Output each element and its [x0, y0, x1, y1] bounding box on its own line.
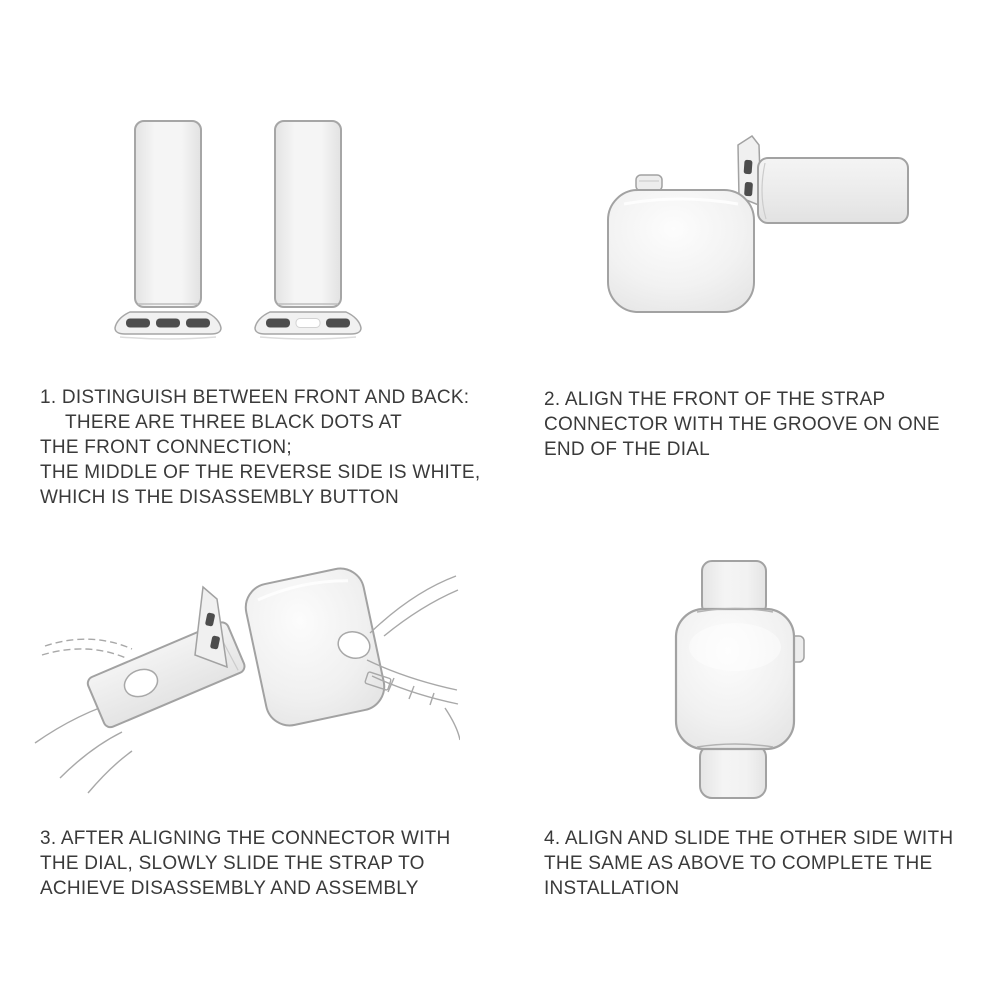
step-2-text — [544, 387, 940, 462]
assembled-watch-svg — [640, 545, 860, 815]
front-strap-dot-3 — [186, 319, 210, 328]
step-3-line-2: THE DIAL, SLOWLY SLIDE THE STRAP TO — [40, 853, 425, 874]
step-2-line-2: CONNECTOR WITH THE GROOVE ON ONE — [544, 414, 940, 435]
right-hand-cuff-line — [445, 708, 460, 740]
strap-connector-aligned-with-dial-groove-illustration — [590, 130, 930, 350]
assembled-watch-illustration — [640, 545, 860, 815]
watch-face-highlight — [689, 623, 781, 671]
front-strap-dot-1 — [126, 319, 150, 328]
reverse-strap-shadow — [260, 337, 356, 339]
step-3-text — [40, 826, 451, 901]
reverse-strap — [255, 121, 361, 339]
hands-sliding-svg — [20, 550, 460, 810]
dial-body — [608, 190, 754, 312]
right-hand-knuckle-3 — [430, 693, 434, 705]
front-strap-body — [135, 121, 201, 307]
hands-sliding-strap-into-dial-illustration — [20, 550, 460, 810]
step-4-line-3: INSTALLATION — [544, 878, 680, 899]
step-1-line-1: 1. DISTINGUISH BETWEEN FRONT AND BACK: — [40, 387, 470, 408]
left-hand-sketch-line-1 — [45, 639, 132, 649]
step-4-line-2: THE SAME AS ABOVE TO COMPLETE THE — [544, 853, 933, 874]
step-4-line-1: 4. ALIGN AND SLIDE THE OTHER SIDE WITH — [544, 828, 954, 849]
watch-top-strap — [702, 561, 766, 615]
step-4-text — [544, 826, 953, 901]
left-hand-sketch-line-2 — [42, 649, 126, 658]
left-hand-finger-line-2 — [60, 732, 122, 778]
front-strap — [115, 121, 221, 339]
step-1-line-3: THE FRONT CONNECTION; — [40, 437, 292, 458]
blade-slot-1 — [744, 160, 753, 175]
front-strap-dot-2 — [156, 319, 180, 328]
right-hand-index-line-2 — [384, 590, 458, 636]
two-straps-svg — [90, 95, 390, 355]
dial-crown-button — [636, 175, 662, 191]
step-1-line-5: WHICH IS THE DISASSEMBLY BUTTON — [40, 487, 399, 508]
step-3-line-3: ACHIEVE DISASSEMBLY AND ASSEMBLY — [40, 878, 419, 899]
step-1-line-4: THE MIDDLE OF THE REVERSE SIDE IS WHITE, — [40, 462, 481, 483]
reverse-strap-white-button — [296, 319, 320, 328]
left-hand-wrist-line — [88, 751, 132, 793]
strap-band — [758, 158, 908, 223]
align-connector-svg — [590, 130, 930, 350]
watch-bottom-strap — [700, 745, 766, 798]
front-strap-shadow — [120, 337, 216, 339]
step-3-line-1: 3. AFTER ALIGNING THE CONNECTOR WITH — [40, 828, 451, 849]
reverse-strap-body — [275, 121, 341, 307]
reverse-strap-slot-left — [266, 319, 290, 328]
step-1-line-2: THERE ARE THREE BLACK DOTS AT — [65, 412, 403, 433]
reverse-strap-slot-right — [326, 319, 350, 328]
step-1-text — [40, 385, 480, 510]
blade-slot-2 — [744, 182, 753, 197]
step-2-line-1: 2. ALIGN THE FRONT OF THE STRAP — [544, 389, 886, 410]
step-2-line-3: END OF THE DIAL — [544, 439, 710, 460]
right-hand-index-line-1 — [370, 576, 456, 633]
two-straps-front-and-back-illustration — [90, 95, 390, 355]
